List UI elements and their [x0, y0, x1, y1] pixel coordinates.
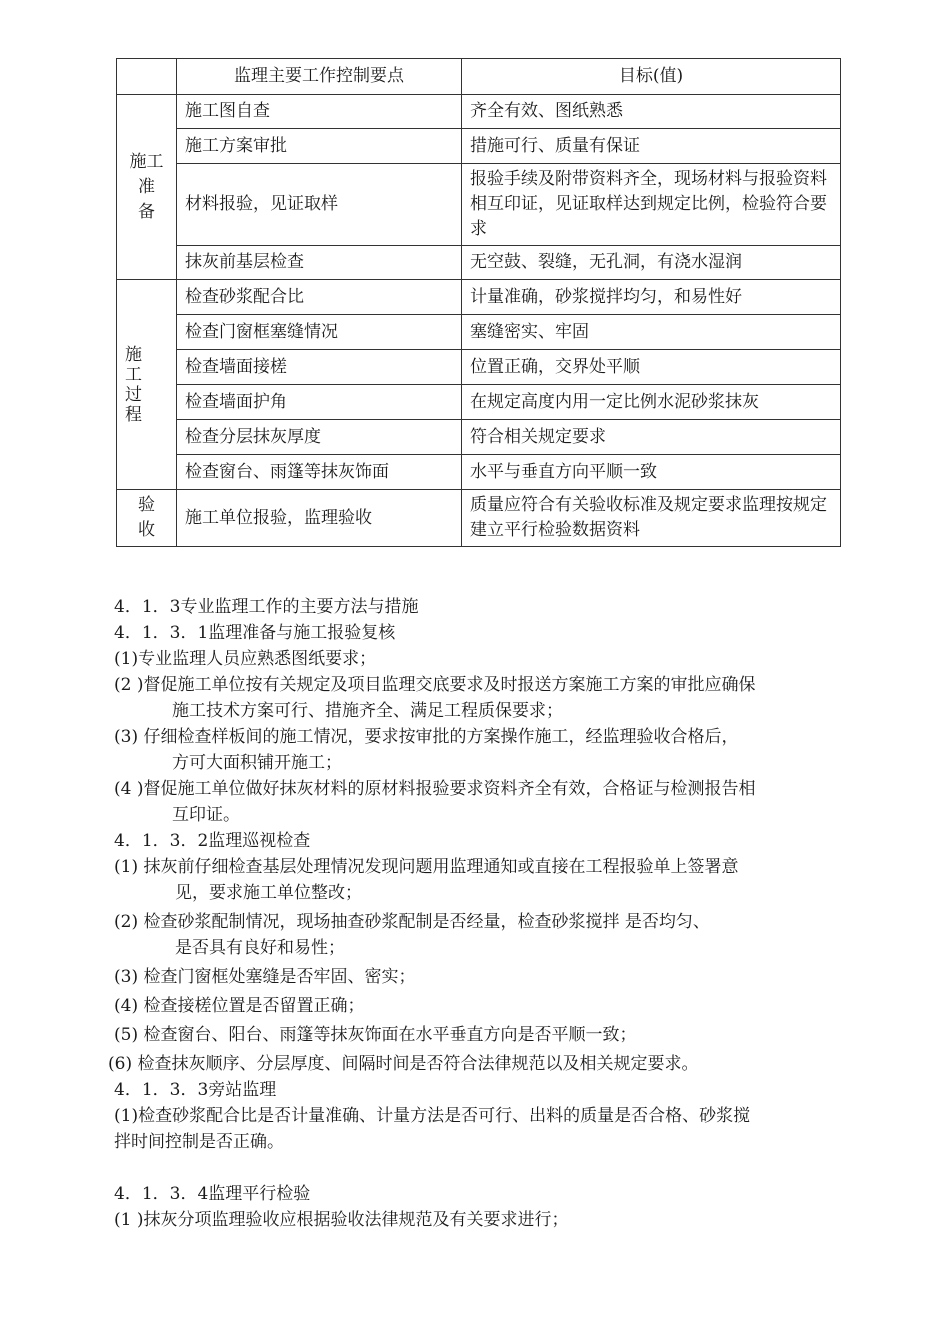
- body-text: [108, 594, 846, 1233]
- table-row: [117, 350, 841, 385]
- list-item-continuation: 见，要求施工单位整改；: [175, 883, 362, 903]
- table-row: [117, 385, 841, 420]
- phase-text: 备: [138, 201, 155, 222]
- table-row: [117, 129, 841, 164]
- table-header-row: [117, 59, 841, 95]
- control-point-cell: 检查门窗框塞缝情况: [177, 315, 462, 350]
- list-item: (2) 检查砂浆配制情况，现场抽查砂浆配制是否经量，检查砂浆搅拌 是否均匀、: [114, 912, 710, 932]
- control-point-cell: 检查墙面护角: [177, 385, 462, 420]
- table-row: [117, 490, 841, 547]
- list-item: (3) 仔细检查样板间的施工情况，要求按审批的方案操作施工，经监理验收合格后，: [114, 727, 739, 747]
- list-item: (1) 抹灰前仔细检查基层处理情况发现问题用监理通知或直接在工程报验单上签署意: [114, 857, 739, 877]
- list-item-continuation: 互印证。: [172, 805, 240, 825]
- control-point-cell: 施工方案审批: [177, 129, 462, 164]
- target-cell: 位置正确，交界处平顺: [462, 350, 841, 385]
- list-item: (3) 检查门窗框处塞缝是否牢固、密实；: [114, 967, 416, 987]
- table-row: [117, 95, 841, 129]
- list-item: (1)检查砂浆配合比是否计量准确、计量方法是否可行、出料的质量是否合格、砂浆搅: [114, 1106, 751, 1126]
- subsection-heading: 4．1．3．2监理巡视检查: [114, 831, 311, 851]
- target-cell: 计量准确，砂浆搅拌均匀，和易性好: [462, 280, 841, 315]
- list-item-continuation: 方可大面积铺开施工；: [172, 753, 342, 773]
- control-point-cell: 施工图自查: [177, 95, 462, 129]
- target-cell: 塞缝密实、牢固: [462, 315, 841, 350]
- control-point-cell: 检查砂浆配合比: [177, 280, 462, 315]
- control-point-cell: 材料报验，见证取样: [177, 164, 462, 246]
- control-point-cell: 检查墙面接槎: [177, 350, 462, 385]
- list-item: (5) 检查窗台、阳台、雨篷等抹灰饰面在水平垂直方向是否平顺一致；: [114, 1025, 637, 1045]
- phase-text: 过: [125, 384, 142, 405]
- target-cell: 报验手续及附带资料齐全，现场材料与报验资料相互印证，见证取样达到规定比例，检验符合要求: [462, 164, 841, 246]
- target-cell: 符合相关规定要求: [462, 420, 841, 455]
- target-cell: 齐全有效、图纸熟悉: [462, 95, 841, 129]
- target-cell: 措施可行、质量有保证: [462, 129, 841, 164]
- phase-text: 施: [125, 344, 142, 365]
- list-item-continuation: 是否具有良好和易性；: [175, 938, 345, 958]
- list-item: (6) 检查抹灰顺序、分层厚度、间隔时间是否符合法律规范以及相关规定要求。: [108, 1054, 699, 1074]
- list-item: (1 )抹灰分项监理验收应根据验收法律规范及有关要求进行；: [114, 1210, 569, 1230]
- list-item-continuation: 施工技术方案可行、措施齐全、满足工程质保要求；: [172, 701, 563, 721]
- list-item: (4 )督促施工单位做好抹灰材料的原材料报验要求资料齐全有效，合格证与检测报告相: [114, 779, 756, 799]
- phase-text: 程: [125, 404, 142, 425]
- target-cell: 质量应符合有关验收标准及规定要求监理按规定建立平行检验数据资料: [462, 490, 841, 547]
- list-item-continuation: 拌时间控制是否正确。: [114, 1132, 284, 1152]
- section-heading: 4．1．3专业监理工作的主要方法与措施: [114, 597, 419, 617]
- control-point-cell: 抹灰前基层检查: [177, 246, 462, 280]
- table-row: [117, 164, 841, 246]
- phase-text: 验: [138, 495, 155, 515]
- table-row: [117, 420, 841, 455]
- subsection-heading: 4．1．3．3旁站监理: [114, 1080, 277, 1100]
- list-item: (1)专业监理人员应熟悉图纸要求；: [114, 649, 377, 669]
- phase-cell-preparation: [117, 95, 177, 280]
- target-cell: 在规定高度内用一定比例水泥砂浆抹灰: [462, 385, 841, 420]
- subsection-heading: 4．1．3．1监理准备与施工报验复核: [114, 623, 396, 643]
- target-cell: 水平与垂直方向平顺一致: [462, 455, 841, 490]
- supervision-control-table: [116, 58, 841, 547]
- table-row: [117, 315, 841, 350]
- phase-cell-acceptance: [117, 490, 177, 547]
- phase-cell-construction: [117, 280, 177, 490]
- list-item: (4) 检查接槎位置是否留置正确；: [114, 996, 365, 1016]
- control-point-cell: 检查窗台、雨篷等抹灰饰面: [177, 455, 462, 490]
- header-cell-phase: [117, 59, 177, 95]
- phase-text: 收: [138, 520, 155, 540]
- table-row: [117, 455, 841, 490]
- table-row: [117, 280, 841, 315]
- phase-text: 工: [125, 364, 142, 385]
- header-cell-target: 目标(值): [462, 59, 841, 95]
- subsection-heading: 4．1．3．4监理平行检验: [114, 1184, 311, 1204]
- target-cell: 无空鼓、裂缝，无孔洞，有浇水湿润: [462, 246, 841, 280]
- control-point-cell: 检查分层抹灰厚度: [177, 420, 462, 455]
- phase-text: 施工准: [129, 151, 164, 197]
- table-row: [117, 246, 841, 280]
- list-item: (2 )督促施工单位按有关规定及项目监理交底要求及时报送方案施工方案的审批应确保: [114, 675, 756, 695]
- control-point-cell: 施工单位报验，监理验收: [177, 490, 462, 547]
- header-cell-control-point: 监理主要工作控制要点: [177, 59, 462, 95]
